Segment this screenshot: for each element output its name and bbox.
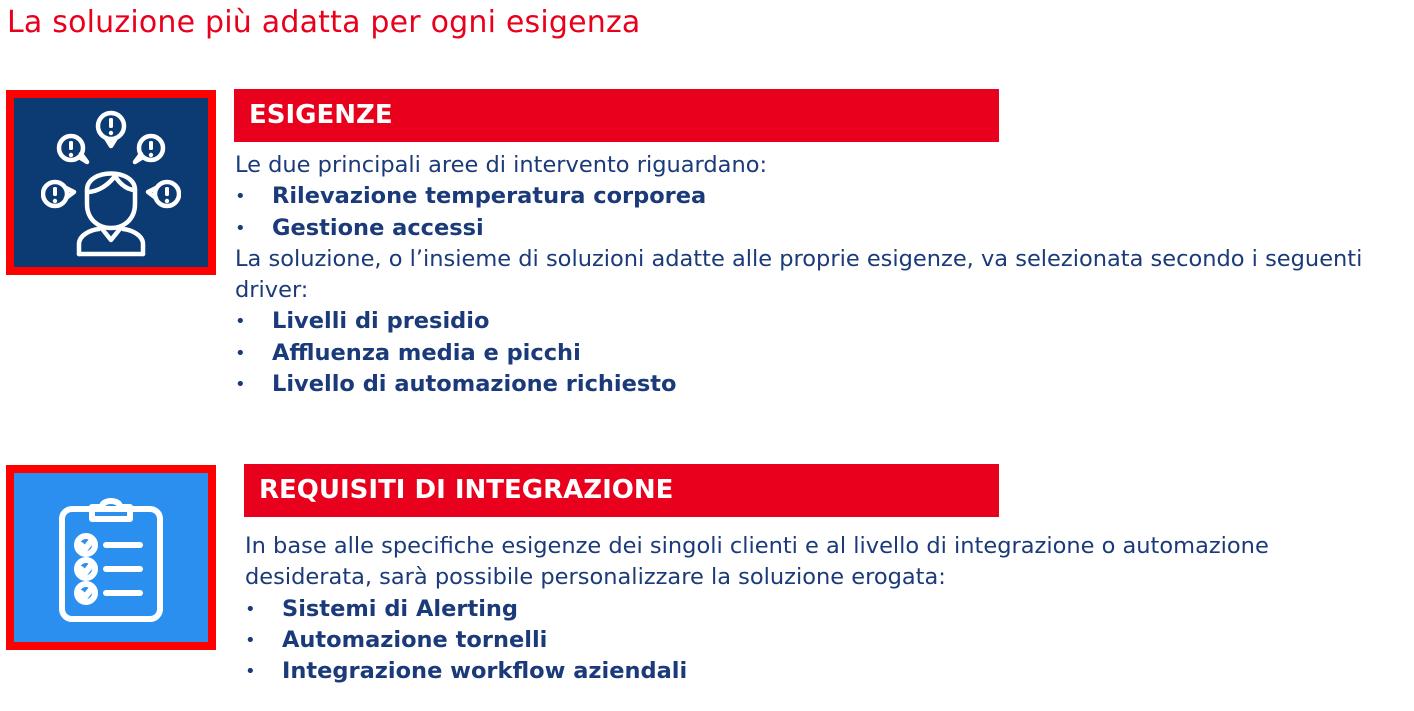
- esigenze-areas-list: [235, 181, 1405, 244]
- requisiti-icon-frame: [6, 465, 216, 650]
- esigenze-icon-frame: [6, 90, 216, 275]
- person-with-alerts-icon: [41, 108, 181, 258]
- list-item: • Automazione tornelli: [245, 625, 1345, 656]
- list-item: • Rilevazione temperatura corporea: [235, 181, 1405, 212]
- requisiti-list: [245, 594, 1345, 688]
- list-item: • Sistemi di Alerting: [245, 594, 1345, 625]
- section-body-requisiti: [245, 531, 1345, 687]
- section-header-requisiti: REQUISITI DI INTEGRAZIONE: [244, 464, 999, 517]
- page-title: La soluzione più adatta per ogni esigenza: [7, 5, 641, 40]
- list-item: • Livello di automazione richiesto: [235, 369, 1405, 400]
- list-item: • Gestione accessi: [235, 213, 1405, 244]
- list-item: • Integrazione workflow aziendali: [245, 656, 1345, 687]
- esigenze-drivers-list: [235, 306, 1405, 400]
- requisiti-intro: In base alle specifiche esigenze dei singoli clienti e al livello di integrazione o automazione desiderata, sarà possibile personalizzare la soluzione erogata:: [245, 533, 1269, 591]
- section-body-esigenze: [235, 150, 1405, 400]
- esigenze-middle-text: La soluzione, o l’insieme di soluzioni adatte alle proprie esigenze, va selezionata secondo i seguenti driver:: [235, 245, 1363, 304]
- list-item: • Affluenza media e picchi: [235, 338, 1405, 369]
- section-header-esigenze: ESIGENZE: [234, 89, 999, 142]
- list-item: • Livelli di presidio: [235, 306, 1405, 337]
- esigenze-intro: Le due principali aree di intervento riguardano:: [235, 152, 768, 178]
- clipboard-checklist-icon: [56, 493, 166, 623]
